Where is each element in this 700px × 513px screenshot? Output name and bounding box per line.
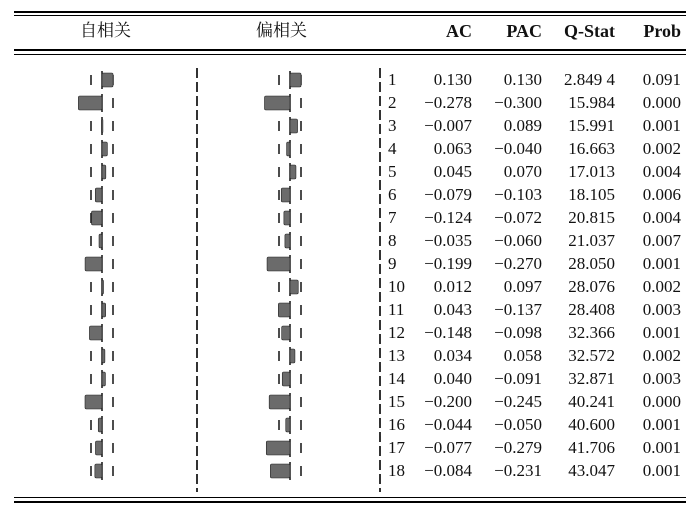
prob-value: 0.007 [642, 231, 681, 250]
pacf-bar-lag-18 [270, 464, 290, 478]
lag-label: 10 [388, 277, 405, 296]
qstat-value: 32.572 [568, 346, 615, 365]
pac-value: −0.040 [494, 139, 542, 158]
prob-value: 0.000 [642, 93, 681, 112]
ac-value: −0.124 [424, 208, 472, 227]
pacf-bar-lag-10 [290, 280, 298, 294]
prob-header: Prob [643, 21, 681, 41]
bottom-rule-thick [14, 501, 686, 503]
ac-value: 0.040 [433, 369, 472, 388]
prob-value: 0.002 [642, 139, 681, 158]
ac-value: −0.148 [424, 323, 472, 342]
prob-value: 0.003 [642, 300, 681, 319]
pacf-bar-lag-6 [281, 188, 290, 202]
lag-label: 2 [388, 93, 397, 112]
qstat-value: 28.076 [568, 277, 615, 296]
pacf-bar-lag-4 [287, 142, 290, 156]
pacf-header: 偏相关 [256, 21, 307, 41]
pacf-bar-lag-9 [267, 257, 290, 271]
ac-value: 0.043 [433, 300, 472, 319]
acf-bar-lag-16 [98, 418, 102, 432]
qstat-value: 32.871 [568, 369, 615, 388]
prob-value: 0.001 [642, 415, 681, 434]
pac-value: 0.058 [503, 346, 542, 365]
qstat-value: 43.047 [568, 461, 615, 480]
pac-value: 0.089 [503, 116, 542, 135]
pacf-bar-lag-15 [269, 395, 290, 409]
pacf-bar-lag-3 [290, 119, 298, 133]
prob-value: 0.001 [642, 323, 681, 342]
lag-label: 11 [388, 300, 405, 319]
ac-value: −0.044 [424, 415, 472, 434]
pacf-bar-lag-5 [290, 165, 296, 179]
qstat-value: 32.366 [568, 323, 615, 342]
ac-value: 0.012 [433, 277, 472, 296]
ac-value: −0.077 [424, 438, 472, 457]
pacf-bar-lag-17 [266, 441, 290, 455]
pacf-bar-lag-8 [285, 234, 290, 248]
prob-value: 0.006 [642, 185, 681, 204]
acf-bar-lag-3 [101, 119, 103, 133]
prob-value: 0.002 [642, 346, 681, 365]
qstat-value: 18.105 [568, 185, 615, 204]
acf-bar-lag-6 [95, 188, 102, 202]
pac-value: 0.070 [503, 162, 542, 181]
qstat-value: 15.991 [568, 116, 615, 135]
pac-value: −0.245 [494, 392, 542, 411]
ac-value: 0.063 [433, 139, 472, 158]
lag-label: 1 [388, 70, 397, 89]
ac-value: 0.034 [433, 346, 472, 365]
acf-bar-lag-10 [102, 280, 104, 294]
pac-value: −0.060 [494, 231, 542, 250]
ac-value: −0.199 [424, 254, 472, 273]
acf-header: 自相关 [80, 21, 131, 41]
lag-label: 4 [388, 139, 397, 158]
ac-value: −0.035 [424, 231, 472, 250]
acf-bar-lag-2 [78, 96, 102, 110]
pacf-bar-lag-14 [282, 372, 290, 386]
acf-bar-lag-8 [99, 234, 102, 248]
ac-value: −0.084 [424, 461, 472, 480]
pac-value: −0.270 [494, 254, 542, 273]
prob-value: 0.001 [642, 438, 681, 457]
ac-header: AC [446, 21, 472, 41]
qstat-value: 16.663 [568, 139, 615, 158]
acf-bar-lag-17 [95, 441, 102, 455]
pacf-bar-lag-11 [278, 303, 290, 317]
lag-label: 6 [388, 185, 397, 204]
prob-value: 0.004 [642, 208, 681, 227]
lag-label: 3 [388, 116, 397, 135]
acf-bar-lag-13 [102, 349, 105, 363]
acf-bar-lag-12 [89, 326, 102, 340]
qstat-value: 20.815 [568, 208, 615, 227]
pac-value: −0.300 [494, 93, 542, 112]
lag-label: 15 [388, 392, 405, 411]
qstat-value: 15.984 [568, 93, 615, 112]
pac-value: 0.097 [503, 277, 542, 296]
pacf-bar-lag-16 [286, 418, 290, 432]
pac-value: −0.103 [494, 185, 542, 204]
pac-header: PAC [506, 21, 542, 41]
prob-value: 0.001 [642, 116, 681, 135]
pac-value: −0.098 [494, 323, 542, 342]
prob-value: 0.001 [642, 254, 681, 273]
pac-value: −0.050 [494, 415, 542, 434]
lag-label: 14 [388, 369, 405, 388]
lag-label: 18 [388, 461, 405, 480]
pac-value: −0.091 [494, 369, 542, 388]
acf-bar-lag-1 [102, 73, 113, 87]
prob-value: 0.000 [642, 392, 681, 411]
qstat-value: 28.050 [568, 254, 615, 273]
prob-value: 0.002 [642, 277, 681, 296]
lag-label: 9 [388, 254, 397, 273]
pac-value: −0.137 [494, 300, 542, 319]
acf-bar-lag-7 [91, 211, 102, 225]
prob-value: 0.003 [642, 369, 681, 388]
pacf-bar-lag-2 [265, 96, 291, 110]
ac-value: −0.200 [424, 392, 472, 411]
acf-bar-lag-14 [102, 372, 105, 386]
ac-value: −0.079 [424, 185, 472, 204]
lag-label: 5 [388, 162, 397, 181]
ac-value: −0.278 [424, 93, 472, 112]
qstat-value: 40.600 [568, 415, 615, 434]
qstat-header: Q-Stat [564, 21, 615, 41]
qstat-value: 28.408 [568, 300, 615, 319]
acf-bar-lag-18 [95, 464, 102, 478]
lag-label: 8 [388, 231, 397, 250]
acf-bar-lag-11 [102, 303, 106, 317]
qstat-value: 2.849 4 [564, 70, 615, 89]
qstat-value: 41.706 [568, 438, 615, 457]
acf-bar-lag-15 [85, 395, 102, 409]
pac-value: −0.279 [494, 438, 542, 457]
pacf-bar-lag-13 [290, 349, 295, 363]
pac-value: 0.130 [503, 70, 542, 89]
acf-bar-lag-9 [85, 257, 102, 271]
pac-value: −0.231 [494, 461, 542, 480]
ac-value: −0.007 [424, 116, 472, 135]
prob-value: 0.001 [642, 461, 681, 480]
bottom-rule-thin [14, 497, 686, 498]
qstat-value: 21.037 [568, 231, 615, 250]
pacf-bar-lag-7 [284, 211, 290, 225]
ac-value: 0.130 [433, 70, 472, 89]
prob-value: 0.091 [642, 70, 681, 89]
lag-label: 12 [388, 323, 405, 342]
ac-value: 0.045 [433, 162, 472, 181]
lag-label: 7 [388, 208, 397, 227]
pacf-bar-lag-12 [282, 326, 290, 340]
qstat-value: 17.013 [568, 162, 615, 181]
qstat-value: 40.241 [568, 392, 615, 411]
lag-label: 13 [388, 346, 405, 365]
pac-value: −0.072 [494, 208, 542, 227]
lag-label: 16 [388, 415, 405, 434]
acf-bar-lag-5 [102, 165, 106, 179]
prob-value: 0.004 [642, 162, 681, 181]
acf-bar-lag-4 [102, 142, 107, 156]
lag-label: 17 [388, 438, 405, 457]
pacf-bar-lag-1 [290, 73, 301, 87]
